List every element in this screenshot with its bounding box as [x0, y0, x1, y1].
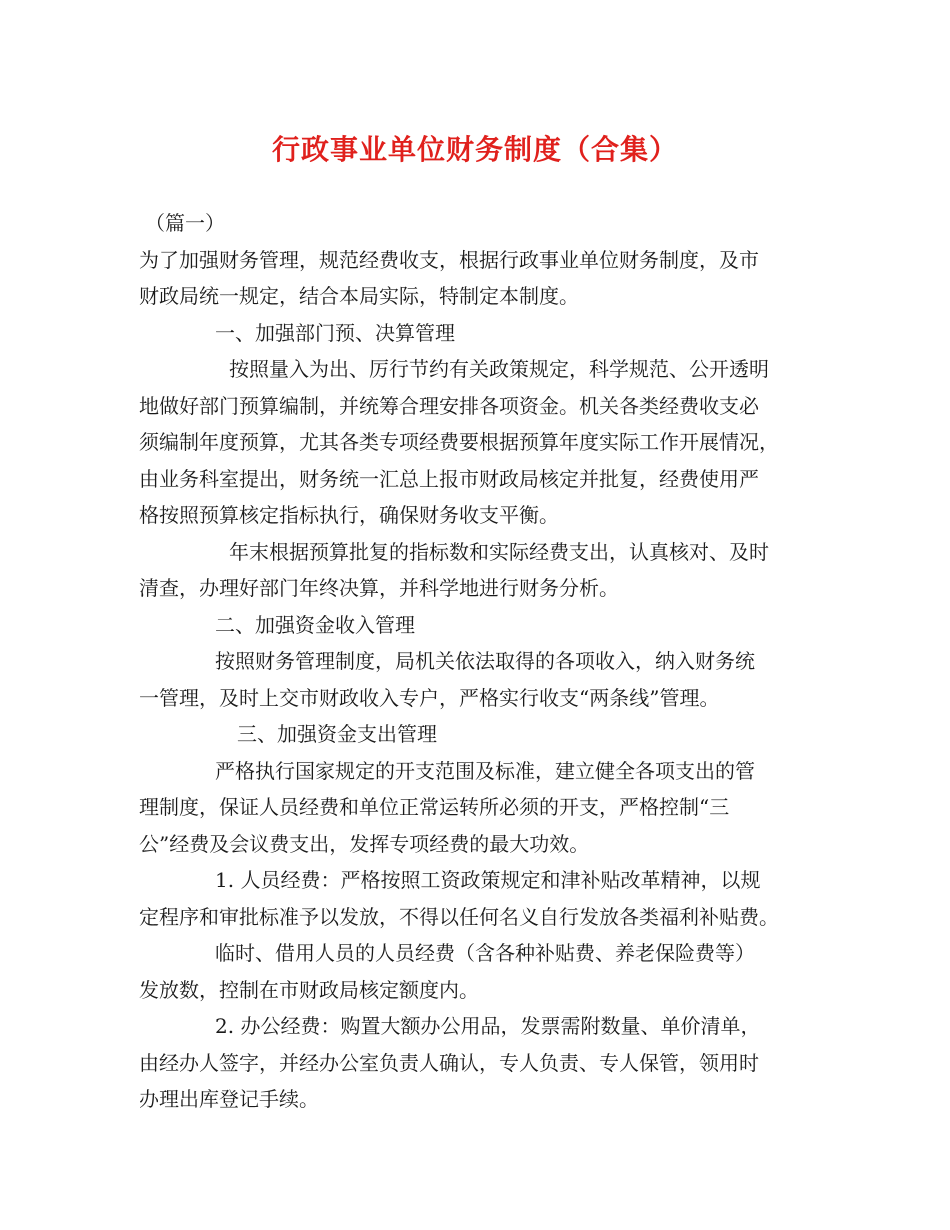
section-heading: 一、加强部门预、决算管理	[215, 320, 455, 345]
section-heading: 二、加强资金收入管理	[215, 612, 415, 637]
paragraph-line: 定程序和审批标准予以发放，不得以任何名义自行发放各类福利补贴费。	[139, 904, 779, 929]
paragraph-line: 清查，办理好部门年终决算，并科学地进行财务分析。	[139, 576, 619, 600]
paragraph-line: 临时、借用人员的人员经费（含各种补贴费、养老保险费等）	[215, 941, 755, 965]
paragraph-line: 公”经费及会议费支出，发挥专项经费的最大功效。	[139, 831, 590, 856]
paragraph-line: 财政局统一规定，结合本局实际，特制定本制度。	[139, 284, 579, 308]
paragraph-line: 由经办人签字，并经办公室负责人确认，专人负责、专人保管，领用时	[139, 1050, 759, 1075]
paragraph-line: 理制度，保证人员经费和单位正常运转所必须的开支，严格控制“三	[139, 795, 730, 819]
section-label: （篇一）	[145, 211, 225, 235]
paragraph-line: 1. 人员经费：严格按照工资政策规定和津补贴改革精神，以规	[215, 868, 761, 892]
paragraph-line: 2. 办公经费：购置大额办公用品，发票需附数量、单价清单，	[215, 1014, 761, 1038]
paragraph-line: 按照财务管理制度，局机关依法取得的各项收入，纳入财务统	[215, 649, 755, 673]
paragraph-line: 年末根据预算批复的指标数和实际经费支出，认真核对、及时	[229, 539, 769, 564]
paragraph-line: 地做好部门预算编制，并统筹合理安排各项资金。机关各类经费收支必	[139, 393, 759, 418]
paragraph-line: 按照量入为出、厉行节约有关政策规定，科学规范、公开透明	[229, 357, 769, 381]
paragraph-line: 格按照预算核定指标执行，确保财务收支平衡。	[139, 503, 559, 527]
paragraph-line: 为了加强财务管理，规范经费收支，根据行政事业单位财务制度，及市	[139, 247, 759, 272]
paragraph-line: 办理出库登记手续。	[139, 1087, 319, 1111]
section-heading: 三、加强资金支出管理	[237, 722, 437, 746]
paragraph-line: 严格执行国家规定的开支范围及标准，建立健全各项支出的管	[215, 758, 755, 783]
paragraph-line: 发放数，控制在市财政局核定额度内。	[139, 977, 479, 1002]
paragraph-line: 须编制年度预算，尤其各类专项经费要根据预算年度实际工作开展情况，	[139, 430, 779, 454]
paragraph-line: 由业务科室提出，财务统一汇总上报市财政局核定并批复，经费使用严	[139, 466, 759, 491]
document-title: 行政事业单位财务制度（合集）	[271, 133, 678, 166]
paragraph-line: 一管理，及时上交市财政收入专户，严格实行收支“两条线”管理。	[139, 685, 720, 710]
document-body	[139, 205, 829, 1118]
